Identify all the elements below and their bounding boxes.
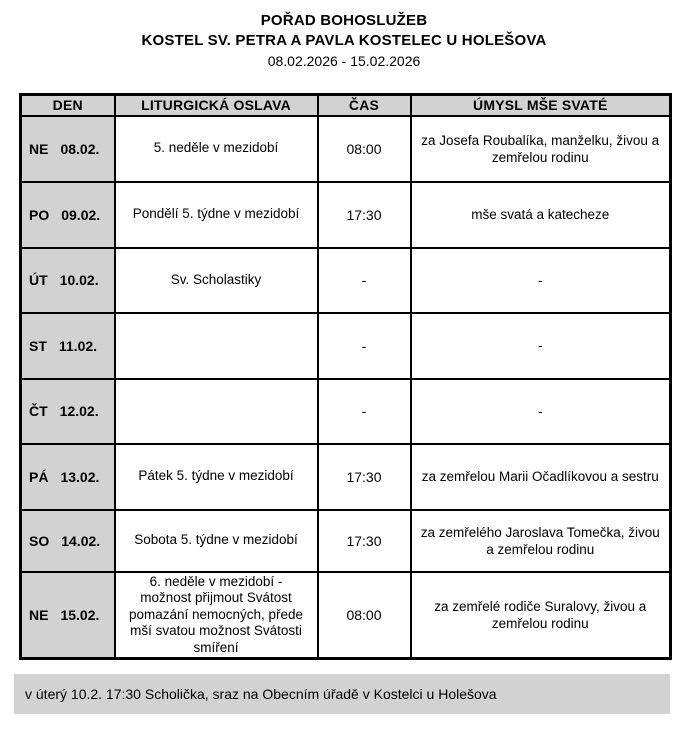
date-range: 08.02.2026 - 15.02.2026 [267,53,421,69]
table-row [21,182,671,248]
celebration-cell: Sobota 5. týdne v mezidobí [115,510,318,572]
column-header-umysl-mse-svate: ÚMYSL MŠE SVATÉ [411,95,671,116]
day-date: 15.02. [60,606,100,623]
day-date: 12.02. [59,403,99,419]
celebration-cell: 5. neděle v mezidobí [115,116,318,182]
day-cell [21,182,115,248]
celebration-cell: Sv. Scholastiky [115,248,318,313]
day-date: 10.02. [59,272,99,288]
table-row [21,379,671,444]
day-cell [21,379,115,444]
day-abbreviation: NE [29,606,49,623]
day-cell [21,444,115,510]
day-cell [21,572,115,659]
day-date: 14.02. [61,532,101,549]
day-abbreviation: PÁ [29,468,49,485]
celebration-cell: Pátek 5. týdne v mezidobí [115,444,318,510]
table-row [21,444,671,510]
document-title: POŘAD BOHOSLUŽEB [260,12,428,29]
table-row [21,248,671,313]
day-cell [21,116,115,182]
intention-cell: - [411,379,671,444]
day-abbreviation: PO [29,206,50,223]
note-text: v úterý 10.2. 17:30 Scholička, sraz na Obecním úřadě v Kostelci u Holešova [25,686,497,702]
time-cell: 17:30 [318,444,411,510]
intention-cell: mše svatá a katecheze [411,182,671,248]
table-row [21,510,671,572]
schedule-table [19,93,672,660]
intention-cell: za zemřelou Marii Očadlíkovou a sestru [411,444,671,510]
celebration-cell: 6. neděle v mezidobí - možnost přijmout Svátost pomazání nemocných, přede mší svatou možnost Svátosti smíření [115,572,318,659]
church-name: KOSTEL SV. PETRA A PAVLA KOSTELEC U HOLEŠOVA [141,32,547,49]
day-cell [21,248,115,313]
day-cell [21,313,115,379]
day-date: 13.02. [60,468,100,485]
day-date: 11.02. [58,337,98,354]
column-header-cas: ČAS [318,95,411,116]
intention-cell: - [411,313,671,379]
time-cell: 17:30 [318,510,411,572]
day-abbreviation: NE [29,140,49,157]
celebration-cell [115,313,318,379]
day-abbreviation: SO [29,532,50,549]
header-row [21,95,671,116]
intention-cell: za Josefa Roubalíka, manželku, živou a zemřelou rodinu [411,116,671,182]
time-cell: - [318,248,411,313]
table-row [21,572,671,659]
table-row [21,116,671,182]
time-cell: 17:30 [318,182,411,248]
note-bar [14,674,670,714]
day-abbreviation: ST [29,337,47,354]
time-cell: 08:00 [318,572,411,659]
celebration-cell: Pondělí 5. týdne v mezidobí [115,182,318,248]
time-cell: - [318,313,411,379]
day-date: 08.02. [60,140,100,157]
day-cell [21,510,115,572]
time-cell: - [318,379,411,444]
intention-cell: - [411,248,671,313]
time-cell: 08:00 [318,116,411,182]
intention-cell: za zemřelého Jaroslava Tomečka, živou a zemřelou rodinu [411,510,671,572]
day-abbreviation: ČT [29,403,48,419]
day-date: 09.02. [61,206,101,223]
document-header [0,0,688,72]
column-header-den: DEN [21,95,115,116]
table-row [21,313,671,379]
day-abbreviation: ÚT [29,272,48,288]
celebration-cell [115,379,318,444]
intention-cell: za zemřelé rodiče Suralovy, živou a zemřelou rodinu [411,572,671,659]
column-header-liturgicka-oslava: LITURGICKÁ OSLAVA [115,95,318,116]
